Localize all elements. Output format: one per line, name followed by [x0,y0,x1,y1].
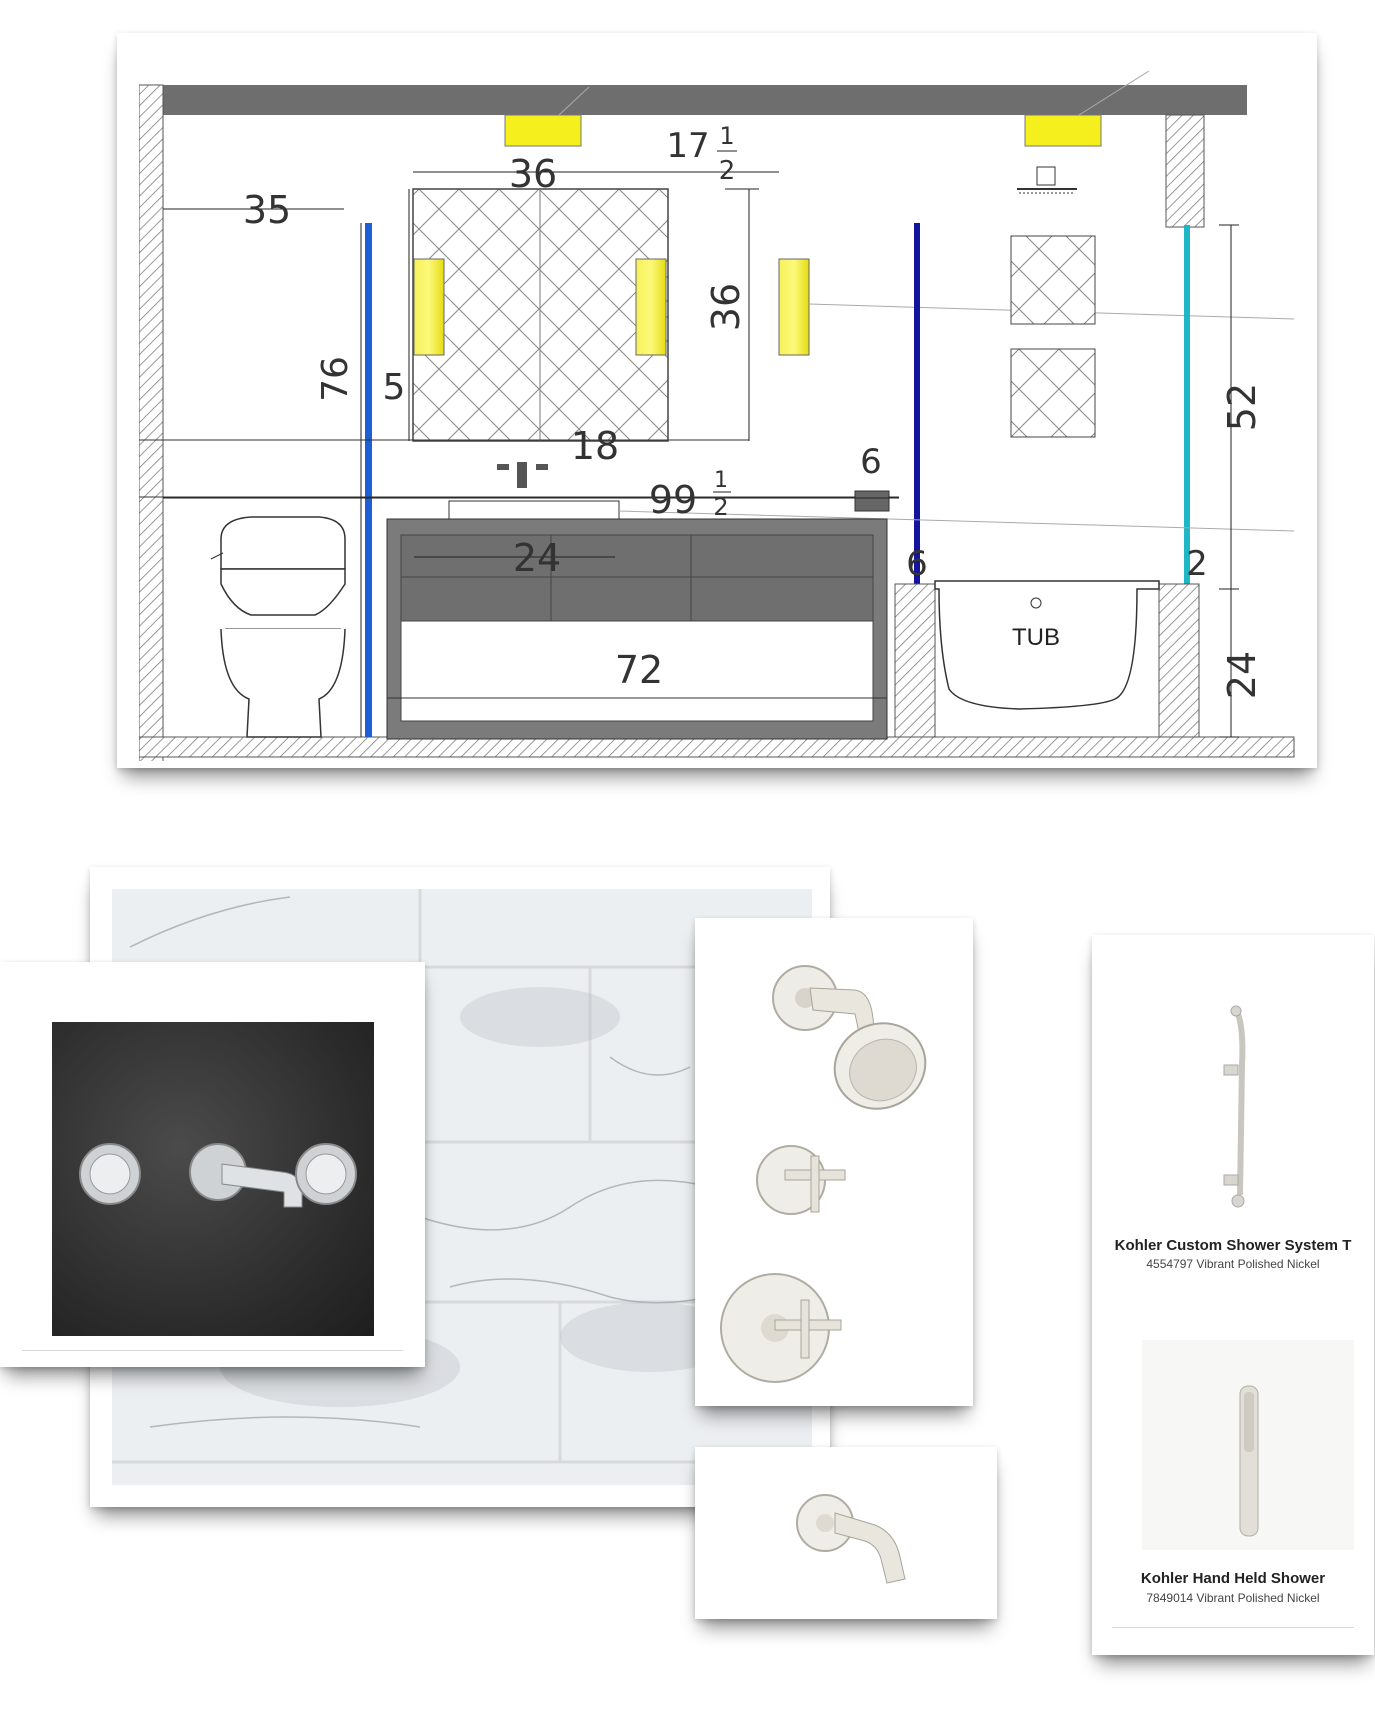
slide-bar-icon [1192,1005,1272,1215]
shower-system-spec-card [1092,935,1374,1655]
faucet-right-handle-icon [296,1144,356,1204]
shower-head-icon [773,966,939,1124]
wall-faucet-photo-card [0,962,425,1367]
electrical-outlet [855,491,889,511]
floor [139,737,1294,757]
dim-5: 5 [382,367,406,408]
dim-24-height: 24 [1220,650,1264,700]
rain-shower-head [1037,167,1055,185]
dim-17-fraction-num: 1 [719,122,735,150]
tub-wall-left [895,584,935,737]
dim-6-tub: 6 [906,544,928,584]
faucet-spout-icon [190,1144,302,1207]
left-wall [139,85,163,761]
dim-18: 18 [570,424,620,468]
dim-99: 99 [648,478,698,522]
glass-panel-teal [1184,225,1190,599]
bathroom-elevation-drawing [139,49,1299,761]
dim-99-fraction-den: 2 [713,493,729,521]
shower-system-title: Kohler Custom Shower System T [1114,1237,1352,1254]
glass-panel-navy [914,223,920,599]
shower-trim-photo [695,918,973,1406]
faucet-left-handle-icon [80,1144,140,1204]
tub-spout-icon [695,1447,997,1619]
tub-wall-right [1159,584,1199,737]
tub-label: TUB [1012,624,1060,651]
diverter-valve-icon [757,1146,845,1214]
wall-faucet-photo [52,1022,374,1336]
dim-76: 76 [315,356,356,402]
divider [22,1350,403,1351]
shower-system-model: 4554797 Vibrant Polished Nickel [1146,1257,1320,1271]
sconce-left [414,259,444,355]
shower-niche-lower [1011,349,1095,437]
shower-trim-photo-card [695,918,973,1406]
dim-2: 2 [1186,544,1208,584]
sconce-right [636,259,666,355]
right-wall-top [1166,115,1204,227]
sconce-far [779,259,809,355]
dim-35: 35 [242,188,292,232]
hand-shower-model: 7849014 Vibrant Polished Nickel [1146,1591,1320,1605]
hand-shower-title: Kohler Hand Held Shower [1140,1570,1326,1587]
dim-99-fraction-num: 1 [714,468,728,493]
dim-52: 52 [1220,382,1264,432]
ceiling-light-right [1025,115,1101,146]
toilet [211,517,345,737]
dim-17-fraction-den: 2 [718,156,736,186]
vanity-sink [449,501,619,519]
shower-niche-upper [1011,236,1095,324]
ceiling [159,85,1247,115]
hand-shower-icon [1142,1340,1354,1550]
glass-panel-blue [365,223,372,737]
dim-24-width: 24 [512,536,562,580]
dim-36-height: 36 [704,282,748,332]
ceiling-light-left [505,115,581,146]
dim-36-width: 36 [508,152,558,196]
tub-spout-photo-card [695,1447,997,1619]
dim-72: 72 [614,648,664,692]
hand-shower-photo [1142,1340,1354,1550]
vanity-faucet [517,462,527,488]
shower-valve-trim-icon [721,1274,841,1382]
dim-6-outlet: 6 [860,442,882,482]
elevation-drawing-card [117,33,1317,768]
dim-17: 17 [666,126,710,166]
divider [1112,1627,1354,1628]
